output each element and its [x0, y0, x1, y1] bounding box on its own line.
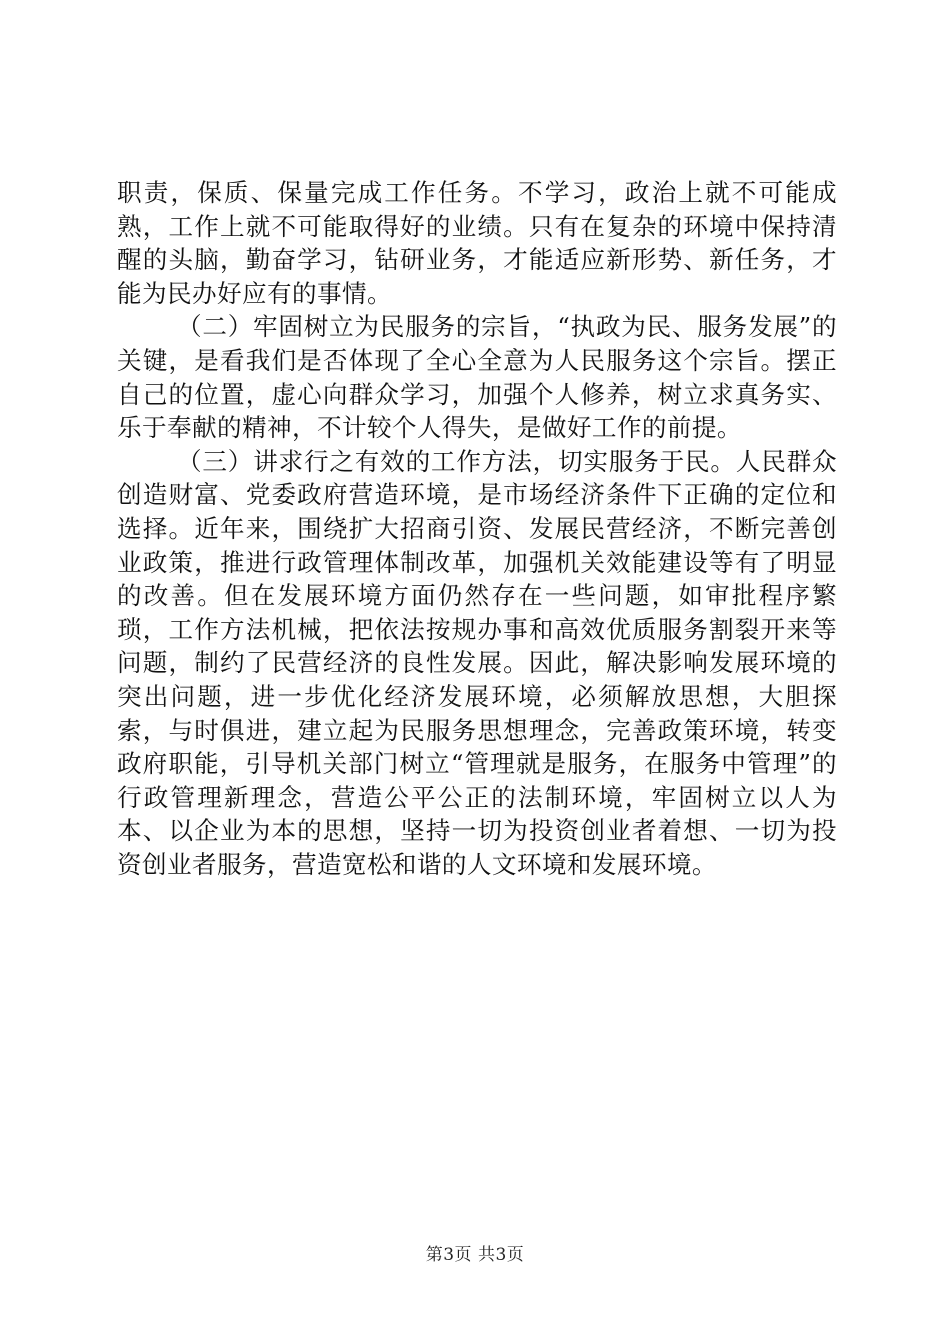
paragraph-continuation: 职责，保质、保量完成工作任务。不学习，政治上就不可能成熟，工作上就不可能取得好的业绩。只有在复杂的环境中保持清醒的头脑，勤奋学习，钻研业务，才能适应新形势、新任务，才能为民办好应有的事情。 [117, 178, 837, 308]
body-text [117, 176, 837, 881]
paragraph-section-two: （二）牢固树立为民服务的宗旨，“执政为民、服务发展”的关键，是看我们是否体现了全心全意为人民服务这个宗旨。摆正自己的位置，虚心向群众学习，加强个人修养，树立求真务实、乐于奉献的精神，不计较个人得失，是做好工作的前提。 [117, 312, 837, 443]
paragraph-section-three: （三）讲求行之有效的工作方法，切实服务于民。人民群众创造财富、党委政府营造环境，是市场经济条件下正确的定位和选择。近年来，围绕扩大招商引资、发展民营经济，不断完善创业政策，推进行政管理体制改革，加强机关效能建设等有了明显的改善。但在发展环境方面仍然存在一些问题，如审批程序繁琐，工作方法机械，把依法按规办事和高效优质服务割裂开来等问题，制约了民营经济的良性发展。因此，解决影响发展环境的突出问题，进一步优化经济发展环境，必须解放思想，大胆探索，与时俱进，建立起为民服务思想理念，完善政策环境，转变政府职能，引导机关部门树立“管理就是服务，在服务中管理”的行政管理新理念，营造公平公正的法制环境，牢固树立以人为本、以企业为本的思想，坚持一切为投资创业者着想、一切为投资创业者服务，营造宽松和谐的人文环境和发展环境。 [117, 446, 837, 879]
page-number-footer: 第3页 共3页 [425, 1245, 525, 1265]
